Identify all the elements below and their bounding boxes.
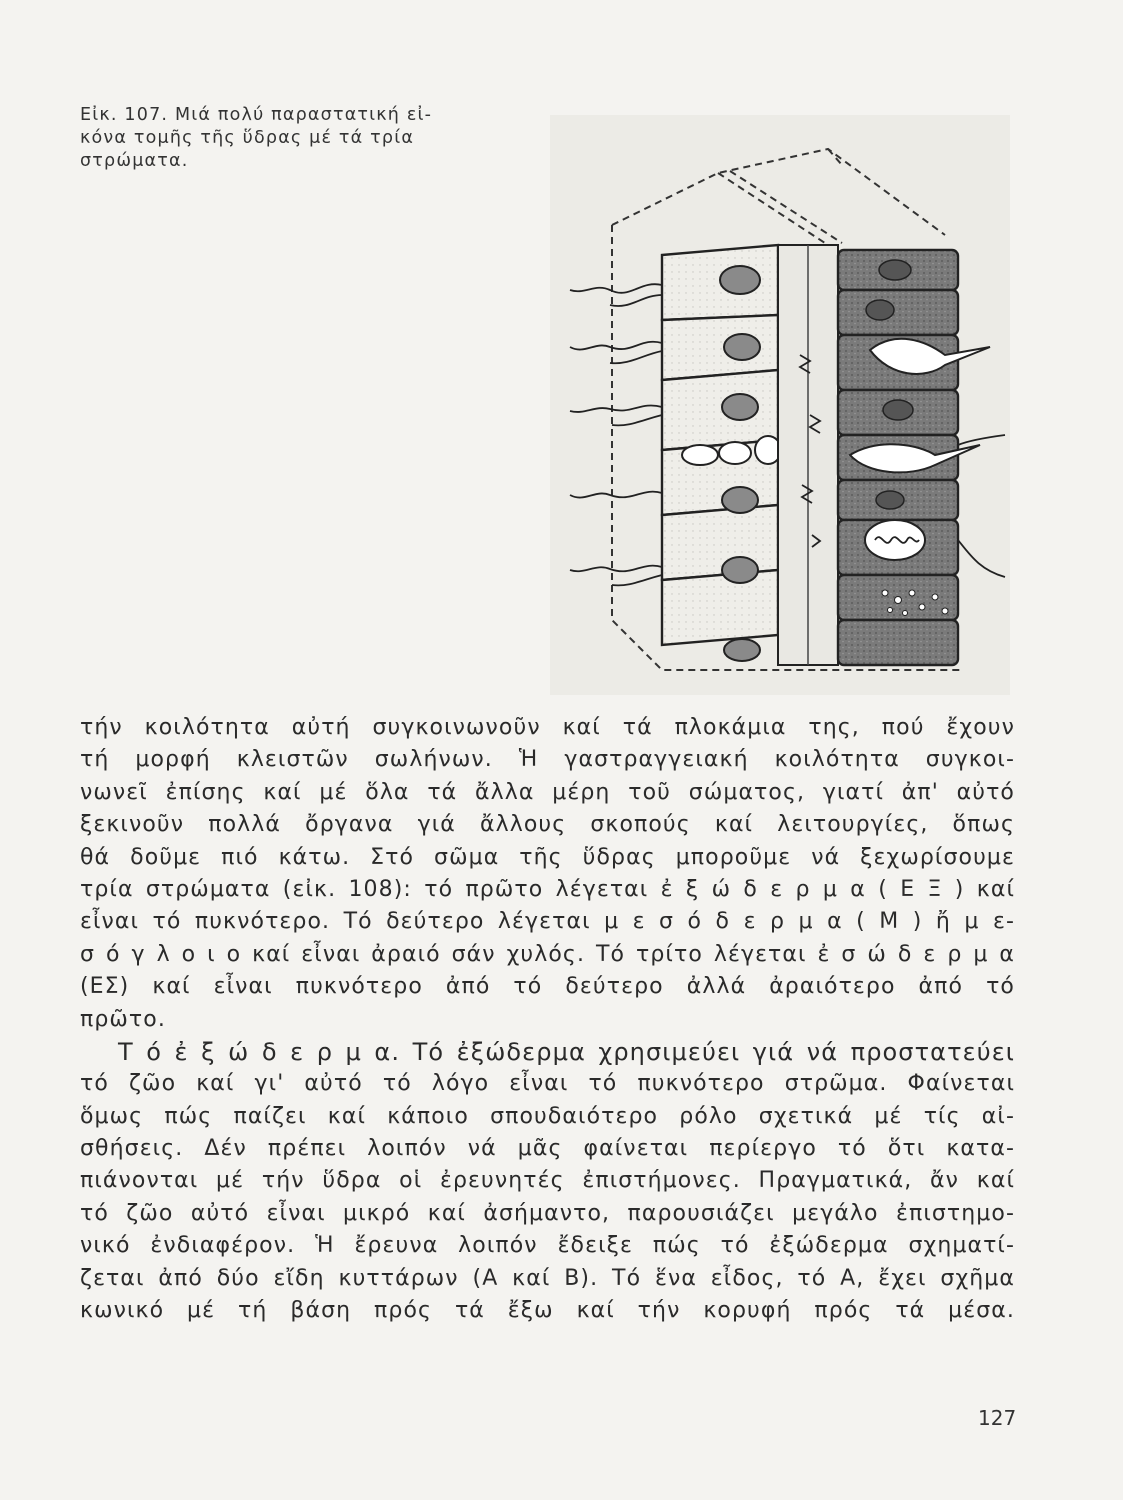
- page-number: 127: [978, 1406, 1017, 1430]
- text-line: τό ζῶο αὐτό εἶναι μικρό καί ἀσήμαντο, παρουσιάζει μεγάλο ἐπιστημο-: [80, 1200, 1015, 1226]
- text-line: νωνεῖ ἐπίσης καί μέ ὅλα τά ἄλλα μέρη τοῦ σώματος, γιατί ἀπ' αὐτό: [80, 779, 1015, 805]
- section-heading-line: Τ ό ἐ ξ ώ δ ε ρ μ α. Τό ἐξώδερμα χρησιμεύει γιά νά προστατεύει: [118, 1037, 1015, 1066]
- text-line: πρῶτο.: [80, 1006, 166, 1032]
- text-line: πιάνονται μέ τήν ὕδρα οἱ ἐρευνητές ἐπιστήμονες. Πραγματικά, ἄν καί: [80, 1168, 1015, 1194]
- figure-caption: [80, 104, 500, 173]
- text-line: (ΕΣ) καί εἶναι πυκνότερο ἀπό τό δεύτερο ἀλλά ἀραιότερο ἀπό τό: [80, 974, 1015, 1000]
- text-line: εἶναι τό πυκνότερο. Τό δεύτερο λέγεται μ ε σ ό δ ε ρ μ α ( Μ ) ἤ μ ε-: [80, 909, 1015, 935]
- text-line: νικό ἐνδιαφέρον. Ἡ ἔρευνα λοιπόν ἔδειξε πώς τό ἐξώδερμα σχηματί-: [80, 1233, 1015, 1259]
- text-line: τρία στρώματα (εἰκ. 108): τό πρῶτο λέγεται ἐ ξ ώ δ ε ρ μ α ( Ε Ξ ) καί: [80, 876, 1015, 902]
- body-text: [80, 712, 1015, 1327]
- text-line: κωνικό μέ τή βάση πρός τά ἔξω καί τήν κορυφή πρός τά μέσα.: [80, 1298, 1015, 1324]
- text-line: τή μορφή κλειστῶν σωλήνων. Ἡ γαστραγγειακή κοιλότητα συγκοι-: [80, 747, 1015, 773]
- caption-line: κόνα τομῆς τῆς ὕδρας μέ τά τρία: [80, 128, 415, 148]
- text-line: σ ό γ λ ο ι ο καί εἶναι ἀραιό σάν χυλός. Τό τρίτο λέγεται ἐ σ ώ δ ε ρ μ α: [80, 941, 1015, 967]
- caption-line: στρώματα.: [80, 151, 189, 171]
- text-line: ζεται ἀπό δύο εἴδη κυττάρων (Α καί Β). Τό ἕνα εἶδος, τό Α, ἔχει σχῆμα: [80, 1265, 1015, 1291]
- hydra-cross-section-illustration: [550, 115, 1010, 695]
- text-line: θά δοῦμε πιό κάτω. Στό σῶμα τῆς ὕδρας μποροῦμε νά ξεχωρίσουμε: [80, 844, 1015, 870]
- hydra-cross-section-figure: [550, 115, 1010, 695]
- text-line: τό ζῶο καί γι' αὐτό τό λόγο εἶναι τό πυκνότερο στρῶμα. Φαίνεται: [80, 1071, 1015, 1097]
- mesoglea-layer: [778, 245, 838, 665]
- text-line: τήν κοιλότητα αὐτή συγκοινωνοῦν καί τά πλοκάμια της, πού ἔχουν: [80, 715, 1015, 740]
- caption-line: Εἰκ. 107. Μιά πολύ παραστατική εἰ-: [80, 105, 433, 125]
- text-line: ὅμως πώς παίζει καί κάποιο σπουδαιότερο ρόλο σχετικά μέ τίς αἰ-: [80, 1103, 1015, 1129]
- text-line: ξεκινοῦν πολλά ὄργανα γιά ἄλλους σκοπούς καί λειτουργίες, ὅπως: [80, 812, 1015, 838]
- text-line: σθήσεις. Δέν πρέπει λοιπόν νά μᾶς φαίνεται περίεργο τό ὅτι κατα-: [80, 1136, 1015, 1162]
